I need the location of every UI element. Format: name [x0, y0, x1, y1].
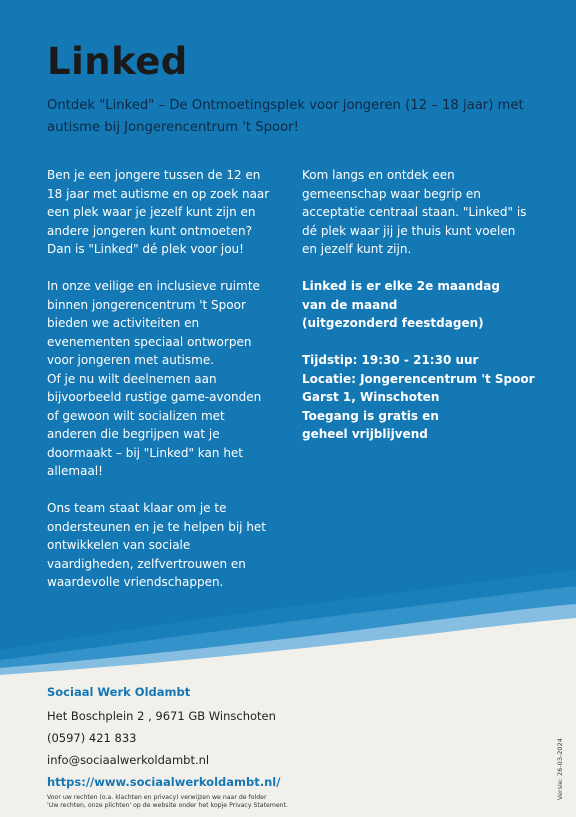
privacy-fineprint: Voor uw rechten (o.a. klachten en privacy) verwijzen we naar de folder 'Uw rechten, onze plichten' op de website onder het kopje Privacy Statement. [47, 794, 288, 809]
left-column [47, 166, 279, 610]
schedule-paragraph: Linked is er elke 2e maandag van de maand (uitgezonderd feestdagen) [302, 279, 500, 330]
org-name: Sociaal Werk Oldambt [47, 685, 191, 699]
page-subtitle: Ontdek "Linked" – De Ontmoetingsplek voor jongeren (12 – 18 jaar) met autisme bij Jongerencentrum 't Spoor! [47, 98, 524, 135]
address: Het Boschplein 2 , 9671 GB Winschoten [47, 709, 276, 723]
intro-paragraph: Ben je een jongere tussen de 12 en 18 jaar met autisme en op zoek naar een plek waar je jezelf kunt zijn en andere jongeren kunt ontmoeten? Dan is "Linked" dé plek voor jou! [47, 168, 270, 256]
details-paragraph: Tijdstip: 19:30 - 21:30 uur Locatie: Jongerencentrum 't Spoor Garst 1, Winschoten Toegang is gratis en geheel vrijblijvend [302, 353, 535, 441]
page-title: Linked [47, 40, 188, 83]
team-paragraph: Ons team staat klaar om je te ondersteunen en je te helpen bij het ontwikkelen van sociale vaardigheden, zelfvertrouwen en waardevolle vriendschappen. [47, 501, 267, 589]
version-label: Versie: 26-03-2024 [556, 738, 564, 800]
phone: (0597) 421 833 [47, 731, 137, 745]
community-paragraph: Kom langs en ontdek een gemeenschap waar begrip en acceptatie centraal staan. "Linked" is dé plek waar jij je thuis kunt voelen en jezelf kunt zijn. [302, 168, 527, 256]
website-link[interactable]: https://www.sociaalwerkoldambt.nl/ [47, 775, 281, 789]
email-link[interactable]: info@sociaalwerkoldambt.nl [47, 753, 210, 767]
right-column [302, 166, 542, 462]
space-paragraph: In onze veilige en inclusieve ruimte binnen jongerencentrum 't Spoor bieden we activiteiten en evenementen speciaal ontworpen voor jongeren met autisme. Of je nu wilt deelnemen aan bijvoorbeeld rustige game-avonden of gewoon wilt socializen met anderen die begrijpen wat je doormaakt – bij "Linked" kan het allemaal! [47, 279, 262, 478]
contact-footer [47, 683, 467, 791]
